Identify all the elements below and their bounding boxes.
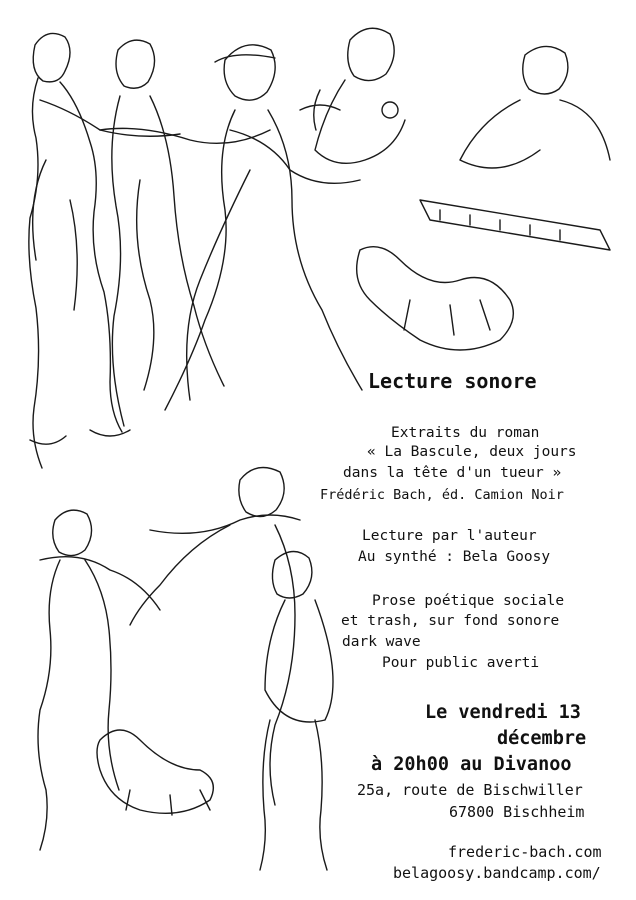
musician-sketch-1 — [300, 28, 405, 163]
bandcamp-link[interactable]: belagoosy.bandcamp.com/ — [393, 864, 601, 882]
description-line-2: et trash, sur fond sonore — [341, 613, 560, 629]
description-line-3: dark wave — [342, 634, 421, 650]
performer-reading: Lecture par l'auteur — [362, 528, 537, 544]
excerpt-line-3: dans la tête d'un tueur » — [343, 465, 562, 481]
excerpt-line-2: « La Bascule, deux jours — [367, 444, 577, 460]
excerpt-author-publisher: Frédéric Bach, éd. Camion Noir — [320, 487, 564, 503]
event-date-line-1: Le vendredi 13 — [425, 702, 581, 723]
musician-sketch-2 — [420, 46, 610, 250]
dancer-sketch-4 — [38, 510, 160, 850]
poster-title: Lecture sonore — [368, 369, 537, 393]
description-line-1: Prose poétique sociale — [372, 593, 565, 609]
dancer-sketch-1 — [29, 33, 180, 468]
address-city: 67800 Bischheim — [449, 803, 585, 821]
dog-sketch-1 — [357, 247, 514, 350]
address-street: 25a, route de Bischwiller — [357, 781, 583, 799]
excerpt-line-1: Extraits du roman — [391, 425, 540, 441]
event-date-line-2: décembre — [497, 728, 587, 749]
audience-warning: Pour public averti — [382, 655, 540, 671]
dancer-sketch-5 — [130, 468, 300, 806]
performer-synth: Au synthé : Bela Goosy — [358, 549, 551, 565]
woman-sketch — [260, 551, 333, 870]
event-time-venue: à 20h00 au Divanoo — [371, 754, 572, 775]
dancer-sketch-3 — [165, 45, 362, 410]
website-link[interactable]: frederic-bach.com — [448, 843, 602, 861]
